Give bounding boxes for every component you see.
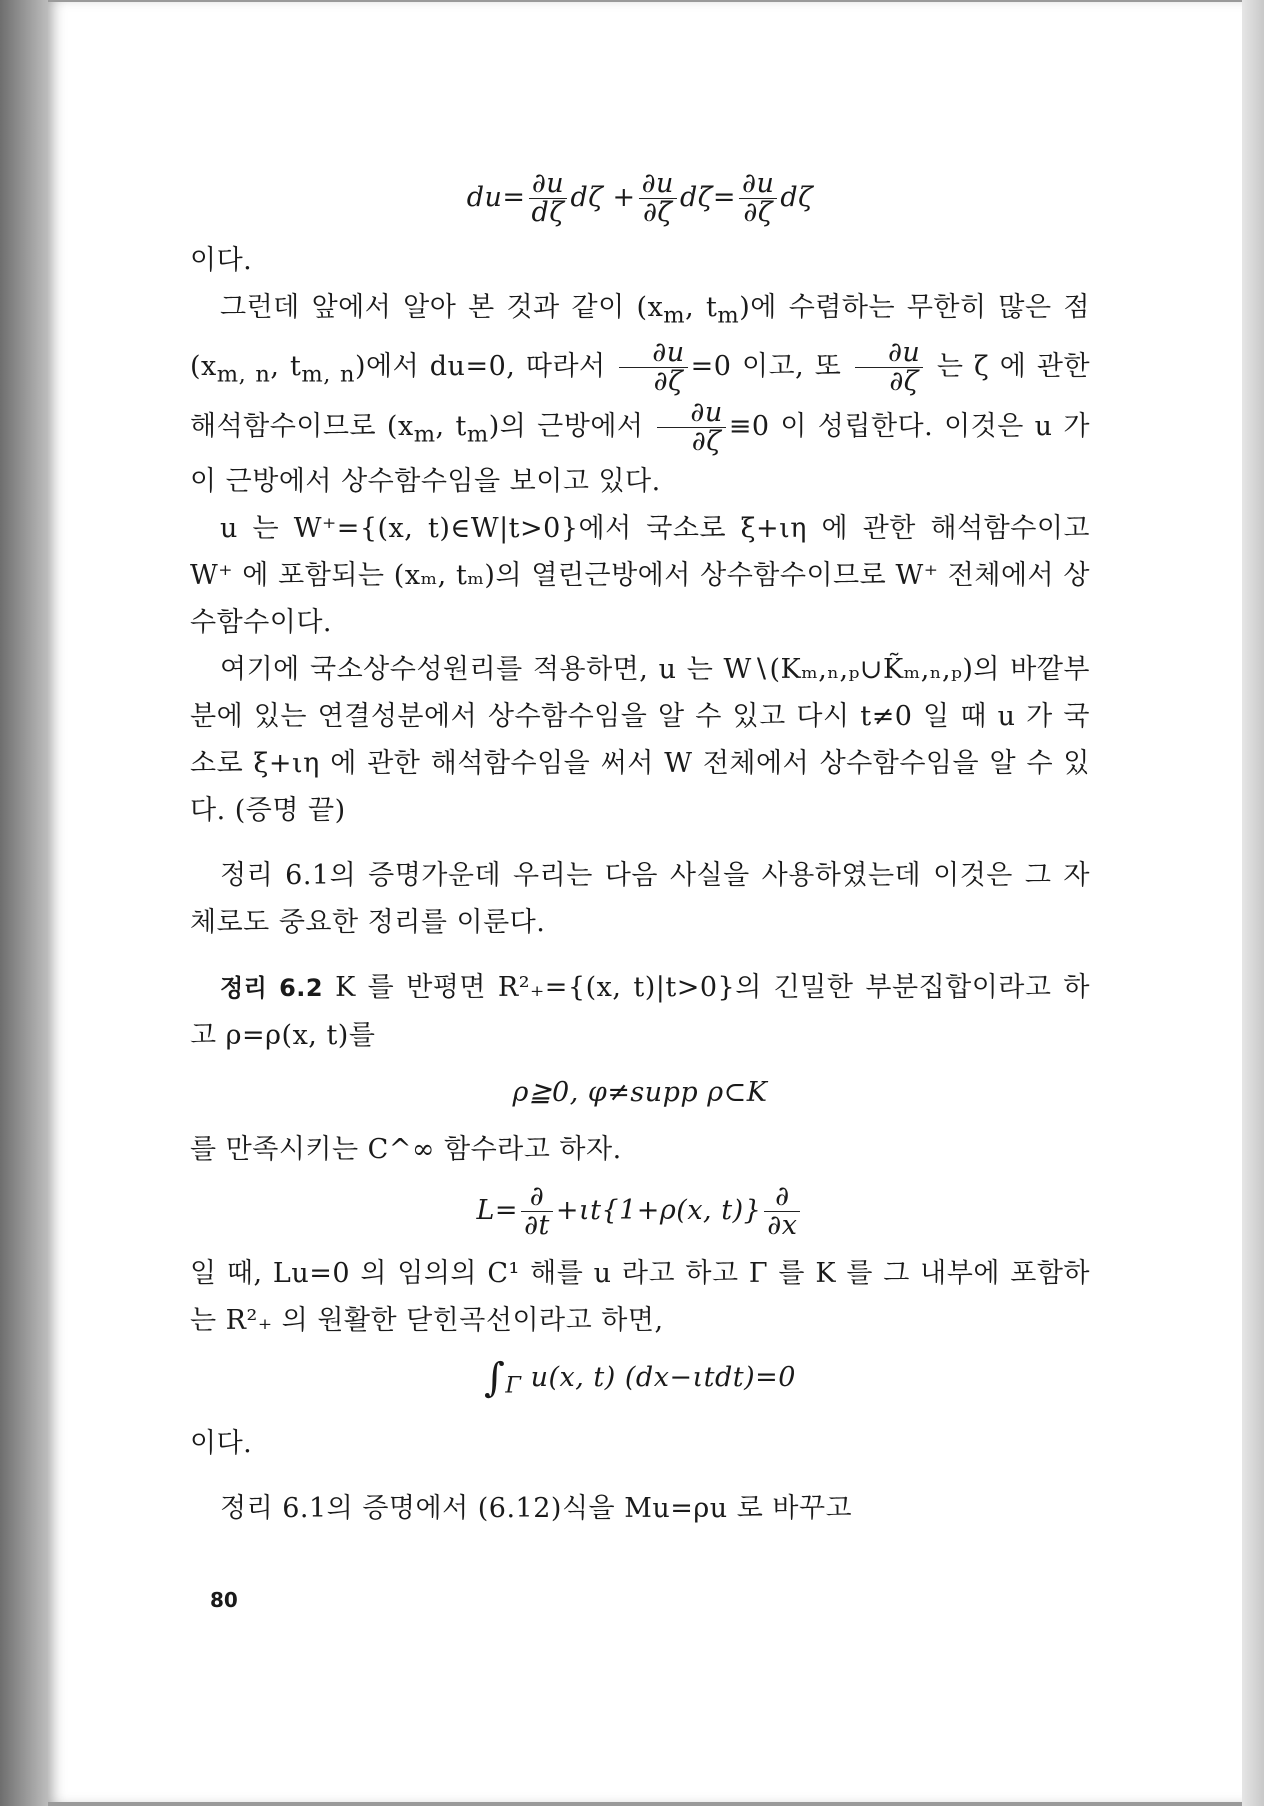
integral-sign: ∫	[484, 1355, 506, 1402]
paragraph-w-plus: u 는 W⁺={(x, t)∈W|t>0}에서 국소로 ξ+ιη 에 관한 해석함수이고 W⁺ 에 포함되는 (xₘ, tₘ)의 열린근방에서 상수함수이므로 W⁺ 전체에서 상수함수이다.	[190, 513, 1090, 639]
p2-frac2-den: ∂ζ	[889, 366, 919, 398]
p2-sub-3: m, n	[216, 361, 271, 388]
p2-text-e: )에서 du=0, 따라서	[355, 351, 606, 383]
eq1-frac2-num: ∂u	[639, 170, 677, 199]
p2-text-g: 는 ζ 에 관한 해석함수이므로 (x	[190, 351, 1091, 442]
p2-sub-4: m, n	[301, 361, 356, 388]
eq1-fraction-2	[639, 170, 677, 227]
eq3-frac2-den: ∂x	[767, 1210, 798, 1242]
paragraph-ida-2: 이다.	[190, 1427, 253, 1459]
eq3-lhs: L=	[476, 1195, 519, 1227]
p2-text-d: , t	[270, 351, 302, 383]
theorem-label: 정리 6.2	[220, 974, 324, 1003]
p2-frac3-den: ∂ζ	[691, 425, 722, 457]
p2-frac3-num: ∂u	[657, 399, 725, 428]
p2-text-j: ≡0 이 성립한다. 이것은 u 가 이 근방에서 상수함수임을 보이고 있다.	[190, 410, 1091, 498]
spacer-1	[190, 834, 1090, 852]
eq3-middle: +ιt{1+ρ(x, t)}	[555, 1195, 762, 1227]
eq1-frac1-num: ∂u	[529, 170, 568, 199]
p2-fraction-3	[657, 396, 725, 457]
p2-frac1-den: ∂ζ	[653, 366, 684, 398]
eq1-lhs: du=	[466, 182, 526, 213]
spacer-2	[190, 946, 1090, 964]
eq1-end: dζ	[780, 182, 814, 213]
eq1-frac3-den: ∂ζ	[743, 197, 773, 228]
p2-text-c: )에 수렴하는 무한히 많은 점 (x	[190, 292, 1090, 383]
eq1-frac1-den: dζ	[531, 197, 565, 228]
paragraph-c-infinity: 를 만족시키는 C^∞ 함수라고 하자.	[190, 1134, 622, 1166]
p2-sub-5: m	[413, 421, 436, 448]
eq1-fraction-1	[529, 170, 568, 227]
paragraph-limit-argument	[190, 284, 1090, 505]
p2-sub-1: m	[663, 302, 686, 329]
eq3-fraction-1	[521, 1183, 553, 1240]
p2-text-b: , t	[685, 292, 718, 323]
spacer-3	[190, 1467, 1090, 1485]
integral-subscript: Γ	[505, 1372, 522, 1399]
p2-frac1-num: ∂u	[619, 339, 687, 368]
page-number: 80	[210, 1588, 238, 1612]
eq1-middle-1: dζ +	[570, 182, 636, 213]
page-content	[190, 160, 1090, 1532]
eq1-middle-2: dζ̄=	[679, 182, 736, 213]
theorem-text: K 를 반평면 R²₊={(x, t)|t>0}의 긴밀한 부분집합이라고 하고 ρ=ρ(x, t)를	[190, 972, 1090, 1052]
equation-integral	[190, 1354, 1090, 1409]
eq1-fraction-3	[739, 170, 777, 227]
p2-sub-6: m	[466, 421, 489, 448]
p2-sub-2: m	[717, 302, 740, 329]
eq1-frac3-num: ∂u	[739, 170, 777, 199]
p2-text-i: )의 근방에서	[488, 410, 644, 442]
p2-text-f: =0 이고, 또	[690, 351, 842, 383]
paragraph-local-constancy: 여기에 국소상수성원리를 적용하면, u 는 W∖(Kₘ,ₙ,ₚ∪K̃ₘ,ₙ,ₚ)의 바깥부분에 있는 연결성분에서 상수함수임을 알 수 있고 다시 t≠0 일 때 u 가 국소로 ξ+ιη 에 관한 해석함수임을 써서 W 전체에서 상수함수임을 알 수 있다. (증명 끝)	[190, 654, 1090, 827]
integral-body: u(x, t) (dx−ιtdt)=0	[530, 1362, 796, 1394]
p2-text-h: , t	[435, 410, 467, 442]
page-right-edge	[1242, 0, 1264, 1806]
equation-operator-l	[190, 1183, 1090, 1240]
eq3-frac1-num: ∂	[521, 1183, 553, 1212]
p2-fraction-2	[855, 339, 923, 396]
page-left-shadow	[0, 0, 48, 1806]
equation-du	[190, 170, 1090, 227]
eq3-frac2-num: ∂	[764, 1183, 800, 1212]
theorem-6-2	[190, 964, 1090, 1059]
p2-frac2-num: ∂u	[855, 339, 923, 368]
eq3-fraction-2	[764, 1183, 800, 1240]
paragraph-important-theorem: 정리 6.1의 증명가운데 우리는 다음 사실을 사용하였는데 이것은 그 자체로도 중요한 정리를 이룬다.	[190, 860, 1090, 939]
paragraph-solution-curve: 일 때, Lu=0 의 임의의 C¹ 해를 u 라고 하고 Γ 를 K 를 그 내부에 포함하는 R²₊ 의 원활한 닫힌곡선이라고 하면,	[190, 1258, 1090, 1337]
p2-text-a: 그런데 앞에서 알아 본 것과 같이 (x	[220, 292, 664, 323]
eq3-frac1-den: ∂t	[524, 1210, 550, 1242]
p2-fraction-1	[619, 339, 687, 396]
paragraph-ida-1: 이다.	[190, 245, 253, 276]
eq1-frac2-den: ∂ζ̄	[642, 197, 673, 228]
equation-rho: ρ≧0, φ≠supp ρ⊂K	[512, 1077, 768, 1109]
paragraph-proof-change: 정리 6.1의 증명에서 (6.12)식을 Mu=ρu 로 바꾸고	[220, 1492, 853, 1524]
